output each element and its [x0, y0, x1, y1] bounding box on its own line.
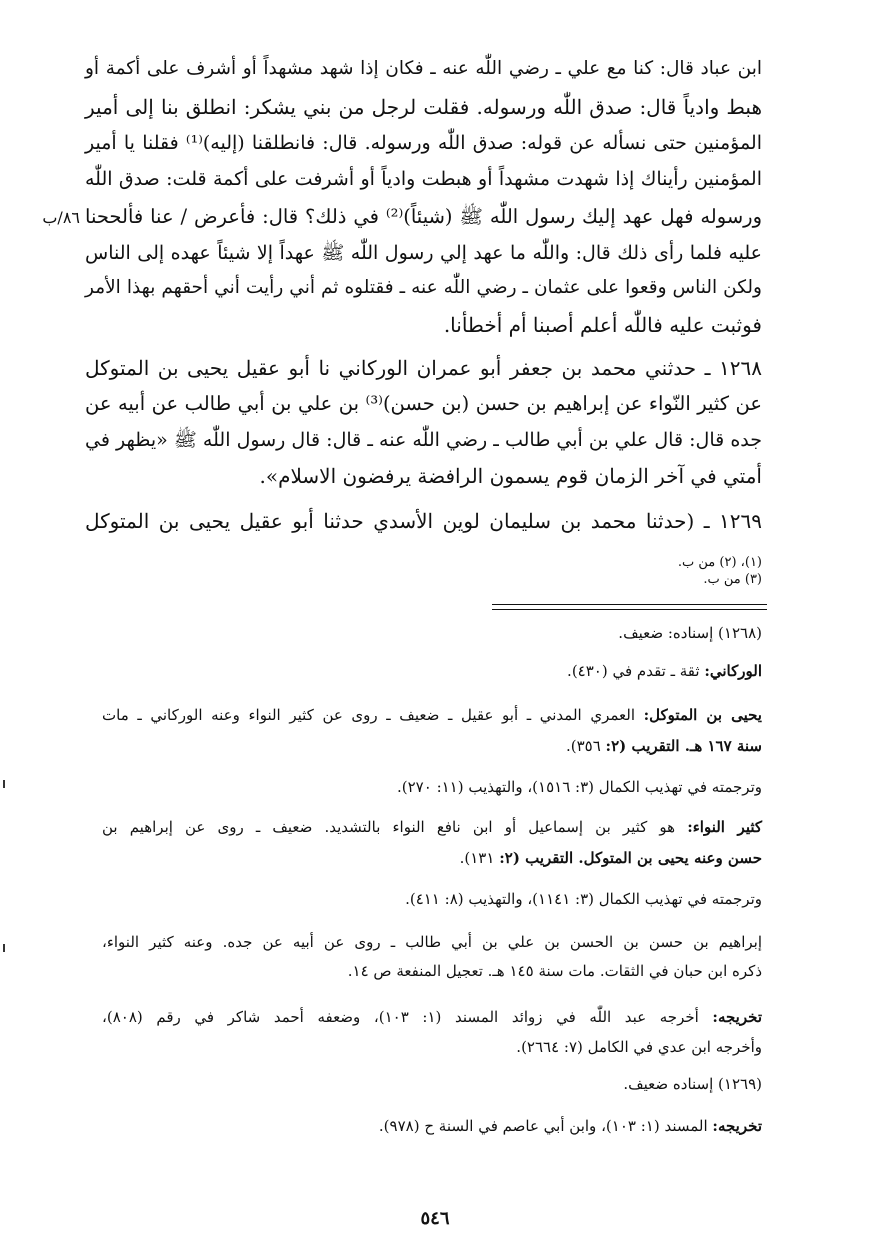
main-text-line: فوثبت عليه فاللّٰه أعلم أصبنا أم أخطأنا.	[443, 313, 762, 337]
hadith-line: جده قال: قال علي بن أبي طالب ـ رضي اللّٰه عنه ـ قال: قال رسول اللّٰه ﷺ «يظهر في	[85, 429, 762, 451]
commentary-line: تخريجه: أخرجه عبد اللّٰه في زوائد المسند (١: ١٠٣)، وضعفه أحمد شاكر في رقم (٨٠٨)،	[102, 1008, 762, 1026]
main-text-line: ولكن الناس وقعوا على عثمان ـ رضي اللّٰه عنه ـ فقتلوه ثم أني رأيت أني أحقهم بهذا الأمر	[85, 277, 762, 298]
hadith-line: ١٢٦٨ ـ حدثني محمد بن جعفر أبو عمران الوركاني نا أبو عقيل يحيى بن المتوكل	[85, 356, 762, 380]
commentary-line: يحيى بن المتوكل: العمري المدني ـ أبو عقيل ـ ضعيف ـ روى عن كثير النواء وعنه الوركاني ـ مات	[102, 706, 762, 724]
commentary-line: (١٢٦٨) إسناده: ضعيف.	[618, 624, 762, 642]
page-number: ٥٤٦	[420, 1208, 450, 1229]
commentary-line: حسن وعنه يحيى بن المتوكل. التقريب (٢: ١٣١).	[459, 849, 762, 867]
scan-mark	[3, 944, 5, 952]
main-text-line: ورسوله فهل عهد إليك رسول اللّٰه ﷺ (شيئاً)⁽²⁾ في ذلك؟ قال: فأعرض / عنا فألححنا	[85, 205, 762, 228]
separator-rule	[492, 609, 767, 610]
hadith-line: عن كثير النّواء عن إبراهيم بن حسن (بن حسن)⁽³⁾ بن علي بن أبي طالب عن أبيه عن	[85, 392, 762, 415]
commentary-line: إبراهيم بن حسن بن الحسن بن علي بن أبي طالب ـ روى عن أبيه عن جده. وعنه كثير النواء،	[102, 933, 762, 951]
footnote: (١)، (٢) من ب.	[677, 555, 762, 570]
main-text-line: هبط وادياً قال: صدق اللّٰه ورسوله. فقلت لرجل من بني يشكر: انطلق بنا إلى أمير	[85, 95, 762, 119]
commentary-line: وترجمته في تهذيب الكمال (٣: ١١٤١)، والتهذيب (٨: ٤١١).	[405, 890, 762, 908]
commentary-line: ذكره ابن حبان في الثقات. مات سنة ١٤٥ هـ. تعجيل المنفعة ص ١٤.	[347, 962, 762, 980]
main-text-line: ابن عباد قال: كنا مع علي ـ رضي اللّٰه عنه ـ فكان إذا شهد مشهداً أو أشرف على أكمة أو	[85, 58, 762, 79]
commentary-line: الوركاني: ثقة ـ تقدم في (٤٣٠).	[567, 662, 762, 680]
main-text-line: عليه فلما رأى ذلك قال: واللّٰه ما عهد إلي رسول اللّٰه ﷺ عهداً إلا شيئاً عهده إلى الناس	[85, 242, 762, 264]
scan-mark	[3, 780, 5, 788]
footnote: (٣) من ب.	[703, 572, 762, 587]
folio-margin-note: ٨٦/ب	[42, 208, 80, 227]
commentary-line: (١٢٦٩) إسناده ضعيف.	[623, 1075, 762, 1093]
commentary-line: سنة ١٦٧ هـ. التقريب (٢: ٣٥٦).	[565, 737, 762, 755]
separator-rule	[492, 604, 767, 605]
commentary-line: وترجمته في تهذيب الكمال (٣: ١٥١٦)، والتهذيب (١١: ٢٧٠).	[397, 778, 762, 796]
commentary-line: تخريجه: المسند (١: ١٠٣)، وابن أبي عاصم في السنة ح (٩٧٨).	[378, 1117, 762, 1135]
commentary-line: وأخرجه ابن عدي في الكامل (٧: ٢٦٦٤).	[516, 1038, 762, 1056]
main-text-line: المؤمنين رأيناك إذا شهدت مشهداً أو هبطت وادياً أو أشرفت على أكمة قلت: صدق اللّٰه	[85, 168, 762, 190]
hadith-1269-line: ١٢٦٩ ـ (حدثنا محمد بن سليمان لوين الأسدي حدثنا أبو عقيل يحيى بن المتوكل	[85, 509, 762, 533]
main-text-line: المؤمنين حتى نسأله عن قوله: صدق اللّٰه ورسوله. قال: فانطلقنا (إليه)⁽¹⁾ فقلنا يا أمير	[85, 132, 763, 154]
hadith-line: أمتي في آخر الزمان قوم يسمون الرافضة يرفضون الاسلام».	[259, 464, 762, 488]
commentary-line: كثير النواء: هو كثير بن إسماعيل أو ابن نافع النواء بالتشديد. ضعيف ـ روى عن إبراهيم بن	[102, 818, 763, 836]
